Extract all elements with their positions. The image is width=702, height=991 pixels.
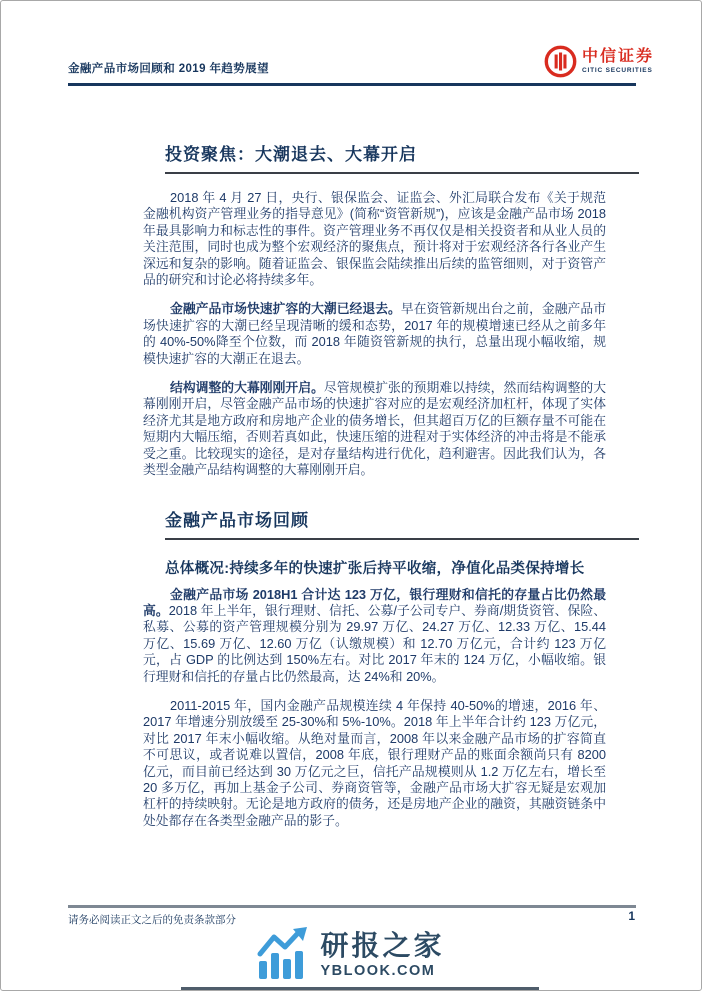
- section-subtitle-overview: 总体概况:持续多年的快速扩张后持平收缩，净值化品类保持增长: [165, 560, 585, 577]
- citic-emblem-icon: [544, 45, 577, 78]
- section-title-investment-focus: 投资聚焦：大潮退去、大幕开启: [165, 140, 639, 174]
- paragraph-lead: 金融产品市场 2018H1 合计达 123 万亿，银行理财和信托的存量占比仍然最高。: [143, 586, 606, 618]
- disclaimer-text: 请务必阅读正文之后的免责条款部分: [68, 914, 236, 926]
- watermark: [1, 927, 701, 984]
- paragraph-text: 2018 年上半年，银行理财、信托、公募/子公司专户、券商/期货资管、保险、私募、公募的资产管理规模分别为 29.97 万亿、24.27 万亿、12.33 万亿、15.44 万亿、15.69 万亿、12.60 万亿（认缴规模）和 12.70 万亿元，合计约 123 万亿元，占 GDP 的比例达到 150%左右。对比 2017 年末的 124 万亿，小幅收缩。银行理财和信托的存量占比仍然最高，达 24%和 20%。: [143, 602, 606, 684]
- brand-name-en: CITIC SECURITIES: [582, 66, 653, 74]
- paragraph: [143, 190, 606, 288]
- paragraph: [143, 587, 606, 685]
- paragraph: [143, 698, 606, 829]
- header-rule: [68, 83, 636, 86]
- watermark-text: [320, 932, 444, 979]
- paragraph-text: 2018 年 4 月 27 日，央行、银保监会、证监会、外汇局联合发布《关于规范金融机构资产管理业务的指导意见》(简称“资管新规”)，应该是金融产品市场 2018 年最具影响力和标志性的事件。资产管理业务不再仅仅是相关投资者和从业人员的关注范围，同时也成为整个宏观经济的聚焦点，预计将对于宏观经济各行各业产生深远和复杂的影响。随着证监会、银保监会陆续推出后续的监管细则，对于资管产品的研究和讨论必将持续多年。: [143, 190, 606, 288]
- page-bottom-edge: [181, 987, 539, 990]
- watermark-chart-icon: [257, 927, 311, 984]
- paragraph: [143, 301, 606, 367]
- paragraph-text: 2011-2015 年，国内金融产品规模连续 4 年保持 40-50%的增速，2016 年、2017 年增速分别放缓至 25-30%和 5%-10%。2018 年上半年合计约 123 万亿元，对比 2017 年末小幅收缩。从绝对量而言，2008 年以来金融产品市场的扩容简直不可思议，或者说难以置信，2008 年底，银行理财产品的账面余额尚只有 8200 亿元，而目前已经达到 30 万亿元之巨，信托产品规模则从 1.2 万亿左右，增长至 20 多万亿，再加上基金子公司、券商资管等，金融产品市场大扩容无疑是宏观加杠杆的持续映射。无论是地方政府的债务，还是房地产企业的融资，其融资链条中处处都存在各类型金融产品的影子。: [143, 697, 606, 828]
- paragraph-text: 尽管规模扩张的预期难以持续，然而结构调整的大幕刚刚开启，尽管金融产品市场的快速扩容对应的是宏观经济加杠杆，体现了实体经济尤其是地方政府和房地产企业的债务增长，但其超百万亿的巨额存量不可能在短期内大幅压缩，否则若真如此，快速压缩的进程对于实体经济的冲击将是不能承受之重。比较现实的途径，是对存量结构进行优化，趋利避害。因此我们认为，各类型金融产品结构调整的大幕刚刚开启。: [143, 380, 607, 478]
- paragraph: [143, 380, 606, 478]
- brand-text: [582, 49, 654, 74]
- watermark-name: 研报之家: [320, 930, 445, 961]
- footer-rule: [68, 905, 636, 908]
- brand-name-cn: 中信证券: [582, 48, 655, 66]
- watermark-site: YBLOOK.COM: [320, 963, 436, 979]
- paragraph-text: 早在资管新规出台之前，金融产品市场快速扩容的大潮已经呈现清晰的缓和态势，2017 年的规模增速已经从之前多年的 40%-50%降至个位数，而 2018 年随资管新规的执行，总量出现小幅收缩，规模快速扩容的大潮正在退去。: [143, 301, 607, 366]
- page-header: [1, 1, 701, 91]
- page-number: 1: [628, 909, 635, 923]
- paragraph-lead: 结构调整的大幕刚刚开启。: [170, 380, 324, 396]
- section-title-market-review: 金融产品市场回顾: [165, 506, 639, 540]
- paragraph-lead: 金融产品市场快速扩容的大潮已经退去。: [170, 301, 401, 317]
- document-title: 金融产品市场回顾和 2019 年趋势展望: [68, 63, 269, 75]
- citic-logo: [544, 45, 654, 78]
- report-body: [143, 140, 606, 829]
